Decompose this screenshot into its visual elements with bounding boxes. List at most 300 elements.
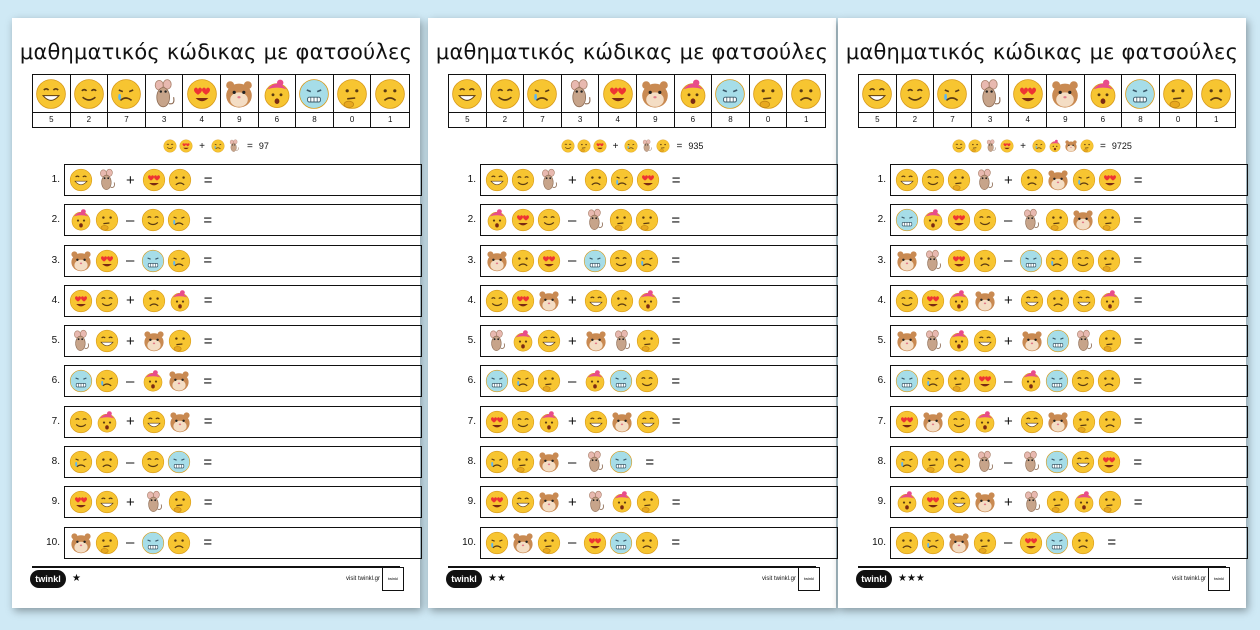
code-key-number: 2 [86, 115, 92, 124]
code-key-cell [562, 75, 600, 127]
hamster-emoji-icon [167, 369, 191, 393]
frown-emoji-icon [1071, 531, 1095, 555]
heart-emoji-icon [511, 208, 535, 232]
think-emoji-icon [1045, 208, 1069, 232]
question-number: 8. [877, 456, 886, 468]
think-emoji-icon [921, 450, 945, 474]
cry-emoji-icon [167, 249, 191, 273]
question-operator: – [568, 211, 577, 229]
example-operator: + [612, 140, 619, 152]
code-key-cell [1085, 75, 1123, 127]
question-row [858, 527, 1238, 567]
think-emoji-icon [1098, 329, 1122, 353]
question-row [32, 527, 412, 567]
mouse-emoji-icon [583, 450, 607, 474]
visit-link[interactable]: visit twinkl.gr [1171, 576, 1206, 582]
question-row [858, 325, 1238, 365]
question-operator: + [1004, 171, 1013, 189]
smile-emoji-icon [511, 410, 535, 434]
mouse-emoji-icon [142, 490, 166, 514]
mouse-emoji-icon [485, 329, 509, 353]
code-key-number: 6 [1100, 115, 1106, 124]
question-number: 6. [877, 375, 886, 387]
question-equals: = [1133, 372, 1143, 390]
question-equation-box[interactable] [890, 527, 1248, 559]
hamster-emoji-icon [1047, 75, 1084, 113]
question-equation-box[interactable] [890, 285, 1248, 317]
bow-girl-emoji-icon [259, 75, 296, 113]
footer-divider [32, 566, 400, 568]
cold-emoji-icon [1045, 450, 1069, 474]
hamster-emoji-icon [1064, 139, 1078, 153]
code-key-cell [1197, 75, 1235, 127]
twinkl-logo: twinkl [30, 570, 66, 588]
code-key-table [32, 74, 410, 128]
think-emoji-icon [1072, 410, 1096, 434]
code-key-cell [859, 75, 897, 127]
difficulty-stars: ★★ [488, 573, 506, 584]
question-operator: + [568, 413, 577, 431]
hamster-emoji-icon [537, 289, 561, 313]
cry-emoji-icon [921, 531, 945, 555]
question-equation-box[interactable] [64, 245, 422, 277]
cold-emoji-icon [895, 369, 919, 393]
code-key-number: 9 [237, 115, 242, 124]
question-row [858, 204, 1238, 244]
think-emoji-icon [947, 168, 971, 192]
question-list [858, 164, 1238, 567]
worksheet-title: μαθηματικός κώδικας με φατσούλες [435, 40, 829, 64]
heart-emoji-icon [973, 369, 997, 393]
question-operator: + [1004, 292, 1013, 310]
smile-emoji-icon [141, 208, 165, 232]
question-equals: = [1133, 413, 1143, 431]
question-row [448, 446, 828, 486]
cry-emoji-icon [1072, 168, 1096, 192]
code-key-cell [1009, 75, 1047, 127]
think-emoji-icon [168, 490, 192, 514]
worksheet-title: μαθηματικός κώδικας με φατσούλες [19, 40, 413, 64]
code-key-number: 8 [312, 115, 317, 124]
cold-emoji-icon [69, 369, 93, 393]
question-operator: + [126, 292, 135, 310]
footer-divider [448, 566, 816, 568]
cold-emoji-icon [167, 450, 191, 474]
question-operator: – [126, 372, 135, 390]
question-equals: = [1107, 534, 1117, 552]
heart-emoji-icon [69, 289, 93, 313]
twinkl-logo: twinkl [856, 570, 892, 588]
frown-emoji-icon [1197, 75, 1235, 113]
code-key-cell [1122, 75, 1160, 127]
girl-emoji-icon [168, 289, 192, 313]
mouse-emoji-icon [973, 450, 997, 474]
code-key-number: 6 [690, 115, 696, 124]
question-equation-box[interactable] [890, 406, 1248, 438]
frown-emoji-icon [1098, 410, 1122, 434]
think-emoji-icon [95, 531, 119, 555]
heart-emoji-icon [593, 139, 607, 153]
hamster-emoji-icon [584, 329, 608, 353]
question-equals: = [203, 413, 213, 431]
worksheet-title: μαθηματικός κώδικας με φατσούλες [845, 40, 1239, 64]
code-key-cell [487, 75, 525, 127]
question-equation-box[interactable] [480, 486, 838, 518]
code-key-number: 8 [1138, 115, 1143, 124]
code-key-number: 4 [1025, 115, 1030, 124]
example-equals: = [1099, 140, 1106, 152]
code-key-number: 0 [349, 115, 355, 124]
example-equation [12, 136, 420, 156]
heart-emoji-icon [1097, 450, 1121, 474]
smile-emoji-icon [609, 249, 633, 273]
frown-emoji-icon [95, 450, 119, 474]
girl-emoji-icon [485, 208, 509, 232]
mouse-emoji-icon [921, 249, 945, 273]
code-key-number: 5 [49, 115, 54, 124]
code-key-table [448, 74, 826, 128]
question-equation-box[interactable] [64, 527, 422, 559]
heart-emoji-icon [947, 208, 971, 232]
question-equals: = [671, 332, 681, 350]
girl-emoji-icon [947, 289, 971, 313]
think-emoji-icon [95, 208, 119, 232]
cold-emoji-icon [1046, 329, 1070, 353]
question-equation-box[interactable] [890, 164, 1248, 196]
cry-emoji-icon [934, 75, 971, 113]
smile-emoji-icon [487, 75, 524, 113]
bow-girl-emoji-icon [675, 75, 712, 113]
smile-emoji-icon [952, 139, 966, 153]
question-operator: – [126, 211, 135, 229]
smile-emoji-icon [947, 410, 971, 434]
hamster-emoji-icon [1020, 329, 1044, 353]
think-emoji-icon [968, 139, 982, 153]
code-key-number: 4 [199, 115, 204, 124]
mouse-emoji-icon [973, 168, 997, 192]
worksheet-2 [428, 18, 836, 608]
question-equals: = [1133, 453, 1143, 471]
mouse-emoji-icon [921, 329, 945, 353]
question-number: 8. [467, 456, 476, 468]
think-emoji-icon [656, 139, 670, 153]
question-equation-box[interactable] [890, 204, 1248, 236]
twinkl-logo: twinkl [446, 570, 482, 588]
question-row [32, 164, 412, 204]
question-operator: – [1004, 372, 1013, 390]
code-key-number: 0 [765, 115, 771, 124]
question-equation-box[interactable] [480, 164, 838, 196]
code-key-cell [334, 75, 372, 127]
question-number: 1. [877, 174, 886, 185]
cry-emoji-icon [1032, 139, 1046, 153]
hamster-emoji-icon [973, 490, 997, 514]
question-operator: + [126, 493, 135, 511]
thinking-emoji-icon [1160, 75, 1197, 113]
question-equation-box[interactable] [64, 204, 422, 236]
code-key-cell [296, 75, 334, 127]
code-key-number: 6 [274, 115, 280, 124]
code-key-number: 5 [875, 115, 880, 124]
hamster-emoji-icon [1046, 410, 1070, 434]
question-row [448, 325, 828, 365]
cry-emoji-icon [211, 139, 225, 153]
question-number: 10. [462, 536, 476, 548]
question-operator: + [1004, 413, 1013, 431]
code-key-cell [71, 75, 109, 127]
code-key-number: 1 [1213, 115, 1219, 124]
think-emoji-icon [1097, 208, 1121, 232]
code-key-cell [712, 75, 750, 127]
question-equation-box[interactable] [480, 446, 838, 478]
girl-emoji-icon [95, 410, 119, 434]
question-number: 4. [51, 294, 60, 306]
question-equals: = [1133, 493, 1143, 511]
question-operator: + [126, 413, 135, 431]
question-equation-box[interactable] [480, 245, 838, 277]
frown-emoji-icon [1046, 289, 1070, 313]
hamster-emoji-icon [485, 249, 509, 273]
question-row [858, 365, 1238, 405]
question-equals: = [203, 171, 213, 189]
question-equals: = [645, 453, 655, 471]
question-row [858, 164, 1238, 204]
think-emoji-icon [636, 329, 660, 353]
question-equation-box[interactable] [64, 285, 422, 317]
heart-emoji-icon [636, 168, 660, 192]
code-key-number: 2 [912, 115, 918, 124]
smile-emoji-icon [71, 75, 108, 113]
question-equation-box[interactable] [480, 285, 838, 317]
question-equals: = [671, 534, 681, 552]
cry-emoji-icon [1045, 249, 1069, 273]
code-key-cell [108, 75, 146, 127]
mouse-emoji-icon [95, 168, 119, 192]
question-row [32, 245, 412, 285]
frown-emoji-icon [787, 75, 825, 113]
code-key-cell [934, 75, 972, 127]
smile-emoji-icon [895, 289, 919, 313]
visit-link[interactable]: visit twinkl.gr [761, 576, 796, 582]
smile-emoji-icon [511, 168, 535, 192]
question-number: 7. [467, 415, 476, 427]
question-operator: – [568, 252, 577, 270]
heart-emoji-icon [895, 410, 919, 434]
cold-emoji-icon [609, 531, 633, 555]
question-equation-box[interactable] [480, 406, 838, 438]
question-operator: + [1004, 493, 1013, 511]
mouse-emoji-icon [146, 75, 183, 113]
question-number: 4. [877, 294, 886, 306]
code-key-number: 9 [653, 115, 658, 124]
question-equation-box[interactable] [64, 446, 422, 478]
question-number: 5. [877, 335, 886, 347]
hamster-emoji-icon [69, 531, 93, 555]
question-equation-box[interactable] [64, 486, 422, 518]
question-equation-box[interactable] [64, 365, 422, 397]
smile-emoji-icon [1071, 249, 1095, 273]
smile-emoji-icon [561, 139, 575, 153]
smile-emoji-icon [141, 450, 165, 474]
girl-emoji-icon [895, 490, 919, 514]
question-equals: = [1133, 252, 1143, 270]
think-emoji-icon [537, 531, 561, 555]
question-equation-box[interactable] [890, 365, 1248, 397]
code-key-cell [33, 75, 71, 127]
grin-emoji-icon [1020, 289, 1044, 313]
cold-face-emoji-icon [296, 75, 333, 113]
question-equation-box[interactable] [480, 204, 838, 236]
question-equation-box[interactable] [64, 164, 422, 196]
think-emoji-icon [1097, 249, 1121, 273]
heart-emoji-icon [179, 139, 193, 153]
smile-emoji-icon [1071, 369, 1095, 393]
question-equals: = [1133, 332, 1143, 350]
hamster-emoji-icon [973, 289, 997, 313]
question-equals: = [203, 292, 213, 310]
frown-emoji-icon [511, 249, 535, 273]
heart-emoji-icon [583, 531, 607, 555]
grin-emoji-icon [584, 410, 608, 434]
think-emoji-icon [577, 139, 591, 153]
code-key-number: 2 [502, 115, 508, 124]
grin-emoji-icon [1071, 450, 1095, 474]
code-key-number: 3 [577, 115, 583, 124]
twinkl-badge: twinkl [1208, 567, 1230, 591]
cold-face-emoji-icon [1122, 75, 1159, 113]
frown-emoji-icon [947, 450, 971, 474]
think-emoji-icon [537, 369, 561, 393]
question-number: 5. [51, 335, 60, 347]
smile-emoji-icon [973, 208, 997, 232]
code-key-cell [371, 75, 409, 127]
heart-emoji-icon [142, 168, 166, 192]
mouse-emoji-icon [562, 75, 599, 113]
question-operator: + [568, 493, 577, 511]
code-key-cell [1160, 75, 1198, 127]
cry-emoji-icon [485, 531, 509, 555]
cold-emoji-icon [895, 208, 919, 232]
question-row [32, 204, 412, 244]
thinking-emoji-icon [334, 75, 371, 113]
frown-emoji-icon [973, 249, 997, 273]
code-key-number: 5 [465, 115, 470, 124]
smile-emoji-icon [897, 75, 934, 113]
twinkl-badge: twinkl [382, 567, 404, 591]
grin-emoji-icon [895, 168, 919, 192]
think-emoji-icon [511, 450, 535, 474]
question-equation-box[interactable] [64, 406, 422, 438]
mouse-emoji-icon [640, 139, 654, 153]
question-equation-box[interactable] [480, 365, 838, 397]
question-number: 7. [877, 415, 886, 427]
cold-emoji-icon [141, 249, 165, 273]
frown-emoji-icon [1020, 168, 1044, 192]
difficulty-stars: ★ [72, 573, 81, 584]
thinking-emoji-icon [750, 75, 787, 113]
grin-emoji-icon [1020, 410, 1044, 434]
hamster-emoji-icon [895, 249, 919, 273]
example-result: 935 [688, 141, 704, 151]
twinkl-badge: twinkl [798, 567, 820, 591]
frown-emoji-icon [167, 531, 191, 555]
cold-emoji-icon [1019, 249, 1043, 273]
question-operator: – [126, 252, 135, 270]
question-equation-box[interactable] [480, 325, 838, 357]
girl-emoji-icon [947, 329, 971, 353]
question-equation-box[interactable] [890, 486, 1248, 518]
frown-emoji-icon [635, 531, 659, 555]
think-emoji-icon [1046, 490, 1070, 514]
girl-emoji-icon [921, 208, 945, 232]
code-key-cell [183, 75, 221, 127]
question-number: 10. [872, 536, 886, 548]
code-key-cell [637, 75, 675, 127]
grin-emoji-icon [33, 75, 70, 113]
cry-emoji-icon [524, 75, 561, 113]
question-equation-box[interactable] [890, 446, 1248, 478]
question-equals: = [1133, 292, 1143, 310]
mouse-emoji-icon [584, 490, 608, 514]
code-key-cell [750, 75, 788, 127]
question-equals: = [203, 252, 213, 270]
code-key-cell [1047, 75, 1085, 127]
question-equation-box[interactable] [64, 325, 422, 357]
question-equation-box[interactable] [890, 325, 1248, 357]
question-equals: = [671, 413, 681, 431]
example-equals: = [246, 140, 253, 152]
girl-emoji-icon [636, 289, 660, 313]
code-key-number: 0 [1175, 115, 1181, 124]
code-key-number: 1 [387, 115, 393, 124]
question-row [448, 285, 828, 325]
question-operator: – [126, 534, 135, 552]
question-row [448, 406, 828, 446]
cold-emoji-icon [1045, 531, 1069, 555]
cold-emoji-icon [609, 450, 633, 474]
footer-divider [858, 566, 1226, 568]
question-number: 10. [46, 536, 60, 548]
question-operator: – [1004, 211, 1013, 229]
bow-girl-emoji-icon [1085, 75, 1122, 113]
smile-emoji-icon [95, 289, 119, 313]
code-key-cell [972, 75, 1010, 127]
question-equation-box[interactable] [480, 527, 838, 559]
heart-emoji-icon [95, 249, 119, 273]
code-key-cell [146, 75, 184, 127]
heart-emoji-icon [947, 249, 971, 273]
question-operator: + [568, 332, 577, 350]
heart-emoji-icon [69, 490, 93, 514]
grin-emoji-icon [142, 410, 166, 434]
grin-emoji-icon [636, 410, 660, 434]
hamster-emoji-icon [142, 329, 166, 353]
question-equation-box[interactable] [890, 245, 1248, 277]
code-key-table [858, 74, 1236, 128]
code-key-number: 7 [950, 115, 955, 124]
grin-emoji-icon [584, 289, 608, 313]
think-emoji-icon [168, 329, 192, 353]
cold-face-emoji-icon [712, 75, 749, 113]
visit-link[interactable]: visit twinkl.gr [345, 576, 380, 582]
cold-emoji-icon [485, 369, 509, 393]
hamster-emoji-icon [537, 490, 561, 514]
code-key-cell [524, 75, 562, 127]
grin-emoji-icon [947, 490, 971, 514]
heart-eyes-emoji-icon [183, 75, 220, 113]
example-equals: = [676, 140, 683, 152]
hamster-emoji-icon [947, 531, 971, 555]
